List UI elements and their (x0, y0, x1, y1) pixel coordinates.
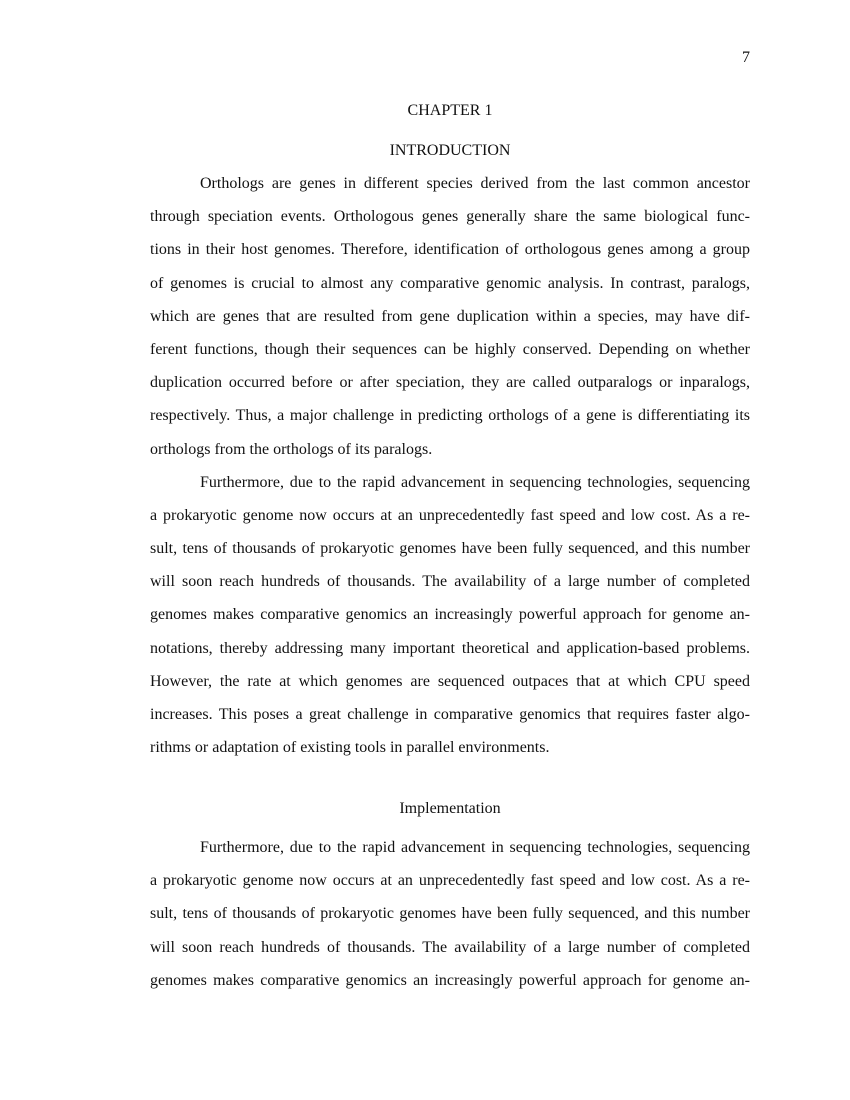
paragraph-line: increases. This poses a great challenge in comparative genomics that requires faster algo- (150, 706, 750, 723)
implementation-body (150, 838, 750, 1004)
paragraph-line: genomes makes comparative genomics an increasingly powerful approach for genome an- (150, 971, 750, 989)
paragraph-line: However, the rate at which genomes are sequenced outpaces that at which CPU speed (150, 672, 750, 690)
paragraph-line: duplication occurred before or after speciation, they are called outparalogs or inparalogs, (150, 374, 750, 392)
paragraph-line: ferent functions, though their sequences can be highly conserved. Depending on whether (150, 340, 750, 358)
paragraph-line: notations, thereby addressing many important theoretical and application-based problems. (150, 639, 750, 657)
chapter-heading: CHAPTER 1 (407, 102, 493, 119)
paragraph-line: of genomes is crucial to almost any comparative genomic analysis. In contrast, paralogs, (150, 274, 750, 292)
paragraph-line: will soon reach hundreds of thousands. The availability of a large number of completed (150, 938, 750, 956)
paragraph-line: a prokaryotic genome now occurs at an unprecedentedly fast speed and low cost. As a re- (150, 872, 750, 890)
paragraph-line: Furthermore, due to the rapid advancement in sequencing technologies, sequencing (200, 839, 750, 856)
chapter-title: INTRODUCTION (389, 142, 511, 159)
paragraph-line: sult, tens of thousands of prokaryotic genomes have been fully sequenced, and this number (150, 905, 750, 923)
paragraph-line: a prokaryotic genome now occurs at an unprecedentedly fast speed and low cost. As a re- (150, 506, 750, 524)
paragraph-line: will soon reach hundreds of thousands. The availability of a large number of completed (150, 573, 750, 591)
paragraph-line: Furthermore, due to the rapid advancement in sequencing technologies, sequencing (200, 473, 750, 491)
introduction-body (150, 174, 750, 771)
page-number: 7 (742, 49, 750, 66)
paragraph-line: rithms or adaptation of existing tools in parallel environments. (150, 739, 550, 757)
paragraph-line: sult, tens of thousands of prokaryotic genomes have been fully sequenced, and this number (150, 540, 750, 558)
section-heading: Implementation (399, 800, 501, 817)
paragraph-line: orthologs from the orthologs of its paralogs. (150, 440, 433, 458)
paragraph-line: respectively. Thus, a major challenge in predicting orthologs of a gene is differentiating its (150, 407, 750, 425)
paragraph-line: tions in their host genomes. Therefore, identification of orthologous genes among a group (150, 241, 750, 259)
paragraph-line: through speciation events. Orthologous genes generally share the same biological func- (150, 208, 750, 226)
paragraph-line: genomes makes comparative genomics an increasingly powerful approach for genome an- (150, 606, 750, 624)
paragraph-line: which are genes that are resulted from gene duplication within a species, may have dif- (150, 307, 750, 325)
paragraph-line: Orthologs are genes in different species derived from the last common ancestor (200, 175, 750, 192)
